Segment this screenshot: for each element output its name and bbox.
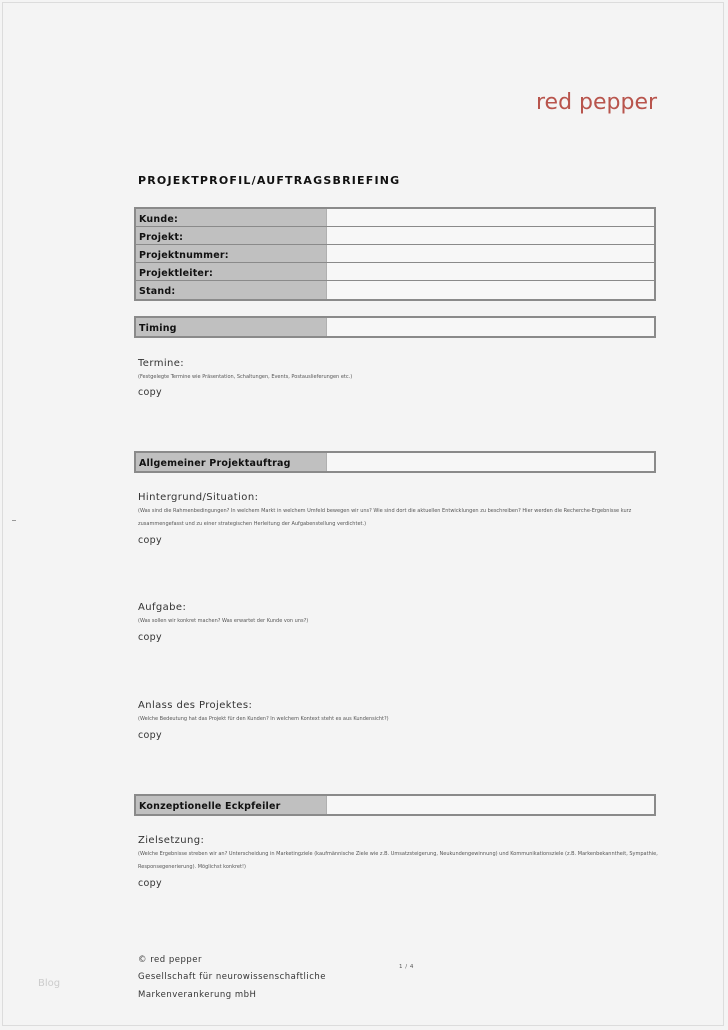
field-label: Projekt: [136,227,326,244]
field-label: Kunde: [136,209,326,226]
anlass-heading: Anlass des Projektes: [138,700,253,711]
aufgabe-copy[interactable]: copy [138,632,162,643]
section-label: Timing [136,318,326,336]
info-row-projekt [136,227,654,245]
eckpfeiler-row [136,796,654,814]
zielsetzung-hint: (Welche Ergebnisse streben wir an? Unterscheidung in Marketingziele (kaufmännische Ziele wie z.B. Umsatzsteigerung, Neukundengewinnung) und Kommunikationsziele (z.B. Markenbekanntheit, Sympathie, Responsegenerierung). Möglichst konkret!) [138,851,658,870]
hintergrund-heading: Hintergrund/Situation: [138,492,259,503]
kunde-field[interactable] [326,209,654,226]
anlass-copy[interactable]: copy [138,730,162,741]
margin-mark [12,520,16,521]
termine-copy[interactable]: copy [138,387,162,398]
section-header-timing [134,316,656,338]
info-row-stand [136,281,654,299]
page-number: 1 / 4 [399,964,414,970]
zielsetzung-heading: Zielsetzung: [138,835,205,846]
termine-heading: Termine: [138,358,185,369]
info-row-projektleiter [136,263,654,281]
document-title: PROJEKTPROFIL/AUFTRAGSBRIEFING [138,174,401,187]
brand-logo: red pepper [536,90,658,115]
projektauftrag-row [136,453,654,471]
section-label: Konzeptionelle Eckpfeiler [136,796,326,814]
zielsetzung-copy[interactable]: copy [138,878,162,889]
project-info-table [134,207,656,301]
aufgabe-heading: Aufgabe: [138,602,187,613]
info-row-projektnummer [136,245,654,263]
watermark: Blog [38,978,61,989]
footer-company-line2: Markenverankerung mbH [138,990,257,1000]
stand-field[interactable] [326,281,654,299]
field-label: Stand: [136,281,326,299]
projekt-field[interactable] [326,227,654,244]
hintergrund-copy[interactable]: copy [138,535,162,546]
section-header-projektauftrag [134,451,656,473]
eckpfeiler-field[interactable] [326,796,654,814]
info-row-kunde [136,209,654,227]
section-label: Allgemeiner Projektauftrag [136,453,326,471]
aufgabe-hint: (Was sollen wir konkret machen? Was erwartet der Kunde von uns?) [138,618,309,624]
section-header-eckpfeiler [134,794,656,816]
projektnummer-field[interactable] [326,245,654,262]
timing-field[interactable] [326,318,654,336]
footer-copyright: © red pepper [138,955,202,965]
timing-row [136,318,654,336]
projektauftrag-field[interactable] [326,453,654,471]
projektleiter-field[interactable] [326,263,654,280]
termine-hint: (Festgelegte Termine wie Präsentation, Schaltungen, Events, Postauslieferungen etc.) [138,374,353,380]
field-label: Projektnummer: [136,245,326,262]
field-label: Projektleiter: [136,263,326,280]
anlass-hint: (Welche Bedeutung hat das Projekt für den Kunden? In welchem Kontext steht es aus Kundensicht?) [138,716,389,722]
hintergrund-hint: (Was sind die Rahmenbedingungen? In welchem Markt in welchem Umfeld bewegen wir uns? Wie sind dort die aktuellen Entwicklungen zu beschreiben? Hier werden die Recherche-Ergebnisse kurz zusammengefasst und zu einer strategischen Herleitung der Aufgabenstellung verdichtet.) [138,508,632,527]
footer-company-line1: Gesellschaft für neurowissenschaftliche [138,972,327,982]
